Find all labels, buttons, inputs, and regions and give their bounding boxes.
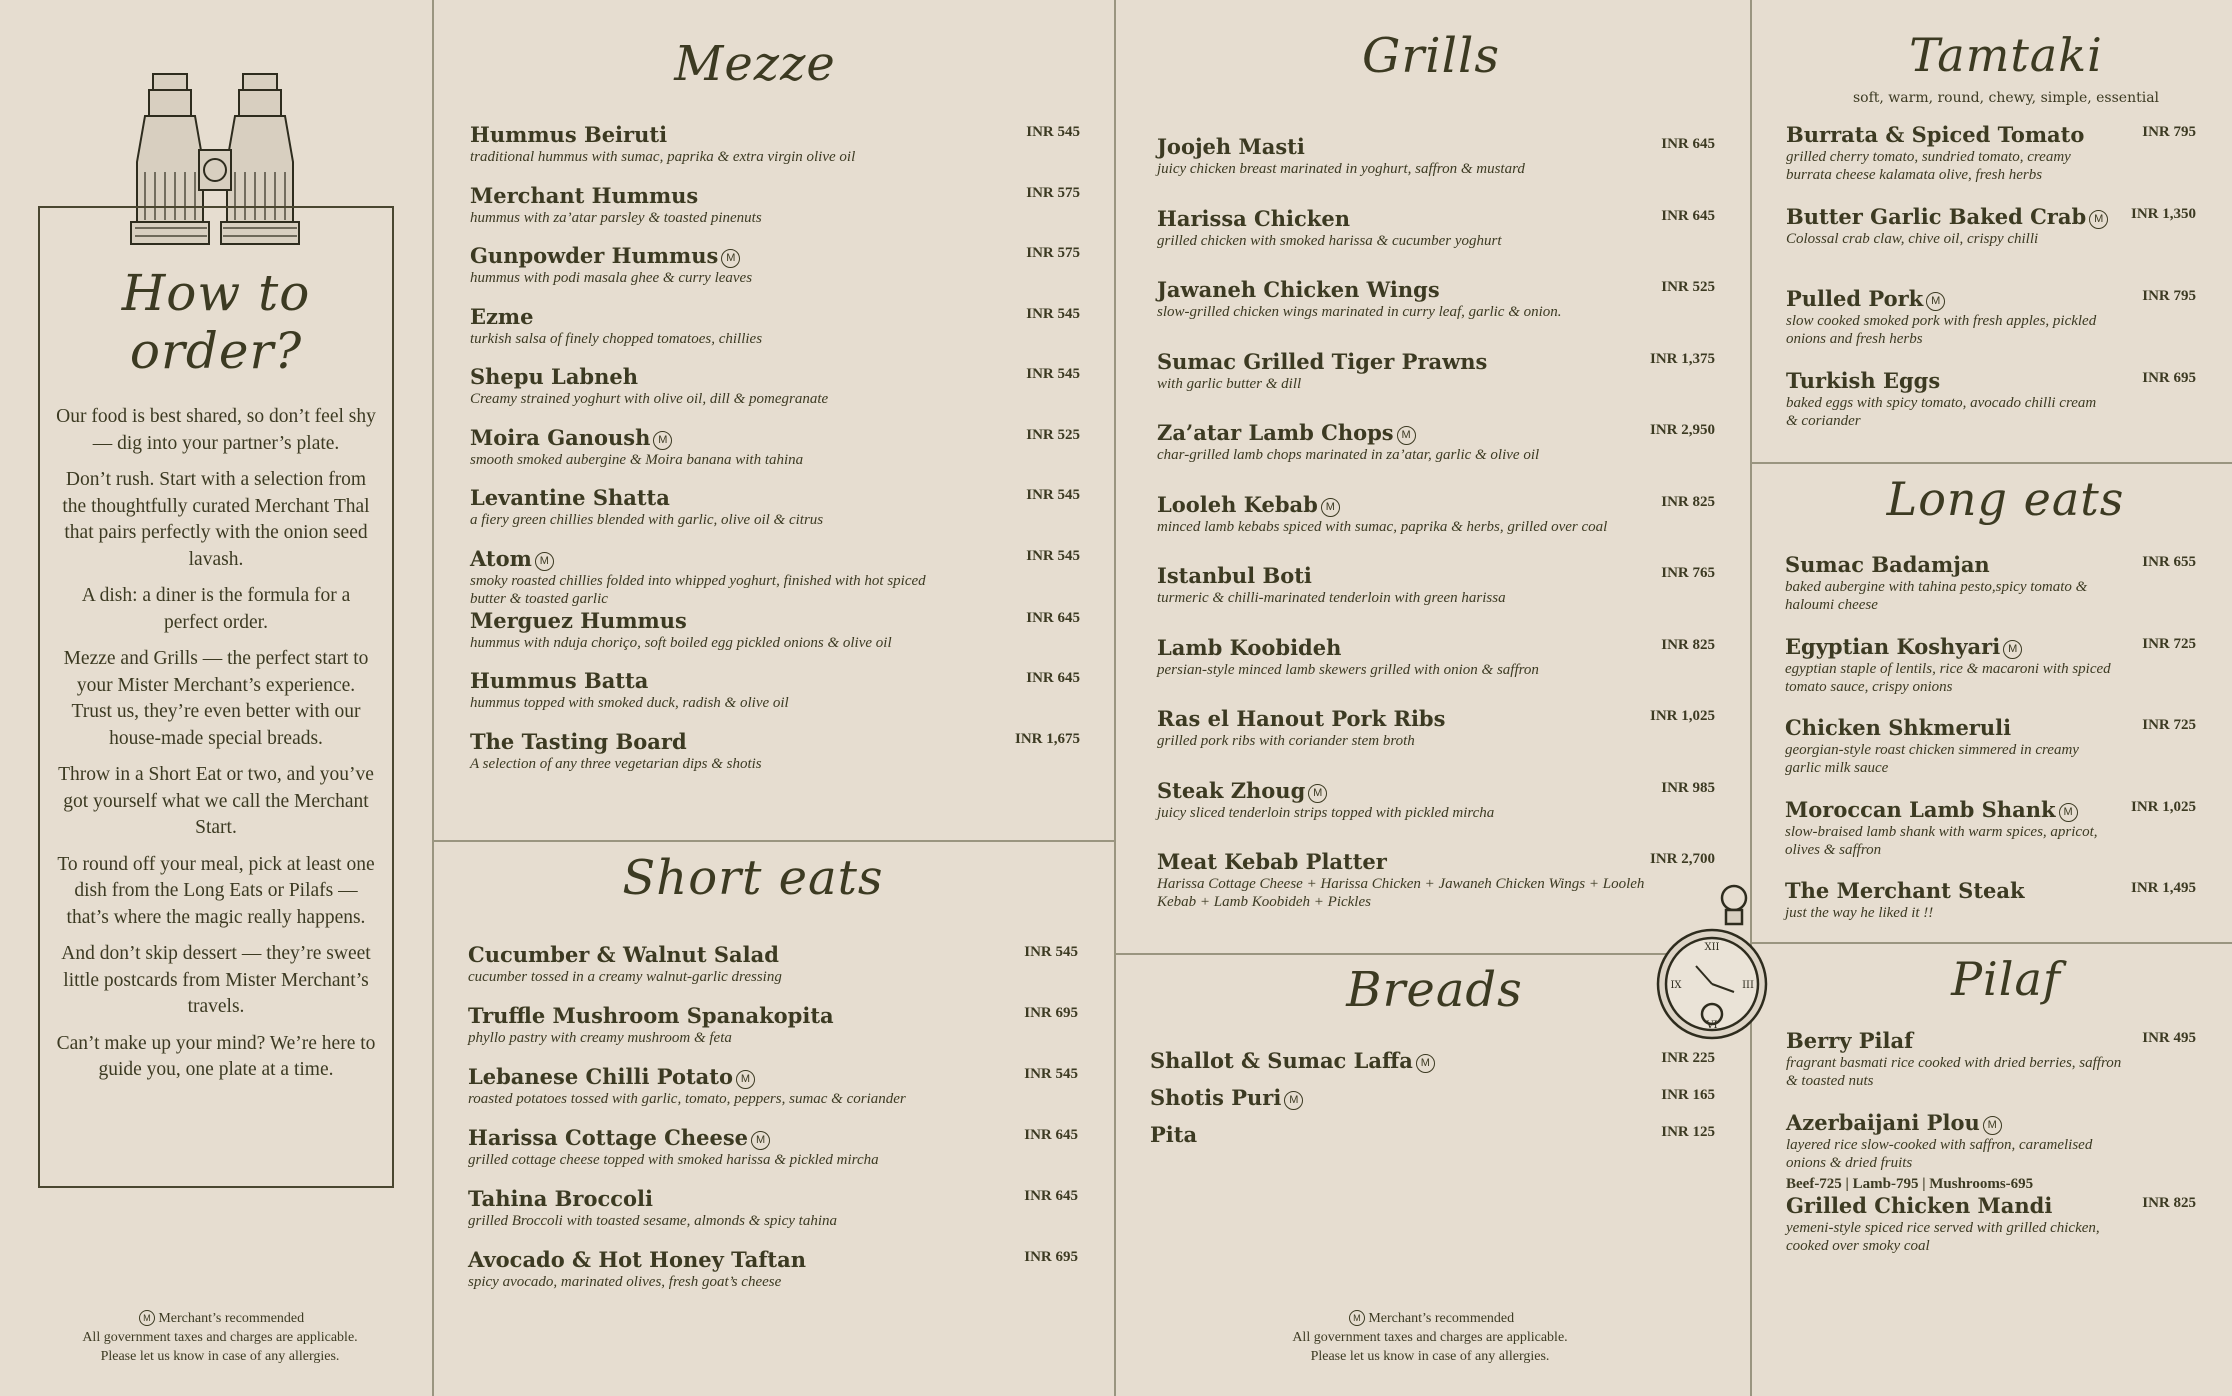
menu-item	[1785, 634, 2196, 716]
menu-item-name	[1157, 492, 1715, 518]
menu-item-description: slow-braised lamb shank with warm spices, apricot, olives & saffron	[1785, 823, 2098, 858]
menu-item	[1157, 563, 1715, 635]
menu-item-description: spicy avocado, marinated olives, fresh goat’s cheese	[468, 1274, 782, 1290]
menu-item-name	[1157, 563, 1715, 589]
menu-item-name-text: Burrata & Spiced Tomato	[1786, 122, 2085, 147]
menu-item-description: hummus topped with smoked duck, radish & olive oil	[470, 695, 789, 711]
menu-item-description: yemeni-style spiced rice served with grilled chicken, cooked over smoky coal	[1786, 1220, 2100, 1254]
menu-item-name-text: Joojeh Masti	[1157, 134, 1305, 159]
menu-item	[470, 243, 1080, 304]
menu-item-name	[468, 1186, 1078, 1212]
menu-item	[470, 304, 1080, 365]
menu-item	[468, 1186, 1078, 1247]
menu-item	[1150, 1048, 1715, 1085]
pocket-watch-illustration	[1656, 880, 1776, 1050]
menu-item-price: INR 695	[2142, 370, 2196, 386]
menu-item-name-text: Lamb Koobideh	[1157, 634, 1342, 660]
tamtaki-subtitle: soft, warm, round, chewy, simple, essential	[1852, 90, 2160, 106]
short-eats-section	[468, 850, 1078, 1308]
menu-item-price: INR 545	[1026, 547, 1080, 564]
menu-item-name-text: Avocado & Hot Honey Taftan	[468, 1247, 806, 1272]
order-paragraph: Can’t make up your mind? We’re here to guide you, one plate at a time.	[56, 1032, 376, 1080]
menu-item-name	[470, 364, 1080, 390]
menu-item-price: INR 1,375	[1649, 350, 1715, 367]
recommended-icon: M	[721, 249, 740, 268]
menu-item-name	[1785, 715, 2196, 741]
menu-item-name-text: Hummus Beiruti	[470, 122, 668, 147]
menu-item-price: INR 645	[1026, 609, 1080, 626]
taxes-note: All government taxes and charges are applicable.	[82, 1330, 358, 1345]
menu-item	[468, 942, 1078, 1003]
menu-item-name	[470, 668, 1080, 694]
menu-item-name-text: Grilled Chicken Mandi	[1786, 1193, 2053, 1218]
menu-item-name-text: Harissa Cottage Cheese	[468, 1125, 749, 1150]
menu-item-price: INR 545	[1026, 305, 1080, 322]
menu-item-name-text: Jawaneh Chicken Wings	[1157, 277, 1440, 302]
menu-item-name-text: Lebanese Chilli Potato	[468, 1064, 733, 1089]
recommended-icon: M	[1397, 426, 1416, 445]
menu-item-price: INR 645	[1024, 1188, 1078, 1204]
menu-item-price: INR 165	[1661, 1087, 1715, 1103]
menu-item-price: INR 985	[1661, 779, 1715, 796]
menu-item-price: INR 545	[1026, 487, 1080, 503]
menu-item-description: roasted potatoes tossed with garlic, tomato, peppers, sumac & coriander	[468, 1091, 906, 1107]
svg-text:XII: XII	[1704, 942, 1720, 953]
recommended-icon: M	[2059, 803, 2078, 822]
menu-item-name-text: Berry Pilaf	[1786, 1028, 1914, 1053]
menu-item-price: INR 545	[1024, 944, 1078, 960]
menu-item-price: INR 545	[1026, 124, 1080, 140]
tamtaki-list	[1786, 122, 2196, 450]
menu-item-description: grilled cottage cheese topped with smoked harissa & pickled mircha	[468, 1152, 879, 1168]
menu-item-name	[1150, 1048, 1715, 1074]
menu-item-name	[468, 1003, 1078, 1029]
recommended-icon: M	[736, 1070, 755, 1089]
menu-item-description: just the way he liked it !!	[1785, 905, 1934, 921]
menu-item-price: INR 645	[1661, 207, 1715, 224]
menu-item-name-text: Sumac Grilled Tiger Prawns	[1157, 348, 1488, 374]
menu-item-description: hummus with nduja choriço, soft boiled egg pickled onions & olive oil	[470, 634, 892, 651]
how-to-order-title: How to order?	[121, 264, 311, 380]
menu-item-description: baked aubergine with tahina pesto,spicy tomato & haloumi cheese	[1785, 579, 2088, 613]
menu-item	[1150, 1122, 1715, 1159]
allergy-note: Please let us know in case of any allergies.	[1310, 1349, 1550, 1364]
menu-item	[1786, 1110, 2196, 1193]
mezze-title: Mezze	[674, 36, 836, 92]
menu-item	[468, 1125, 1078, 1186]
menu-item-name-text: Harissa Chicken	[1157, 205, 1350, 231]
menu-item	[1157, 349, 1715, 421]
menu-item-price: INR 725	[2142, 717, 2196, 733]
tamtaki-title: Tamtaki	[1909, 28, 2103, 82]
menu-item-description: a fiery green chillies blended with garlic, olive oil & citrus	[470, 512, 824, 528]
menu-item-description: baked eggs with spicy tomato, avocado chilli cream & coriander	[1786, 395, 2097, 429]
pilaf-title: Pilaf	[1951, 952, 2061, 1006]
order-paragraph: Mezze and Grills — the perfect start to your Mister Merchant’s experience. Trust us, they’re even better with our house-made special breads.	[63, 648, 369, 749]
menu-item-price: INR 825	[2142, 1195, 2196, 1211]
menu-item-description: grilled cherry tomato, sundried tomato, creamy burrata cheese kalamata olive, fresh herbs	[1786, 149, 2071, 183]
menu-item-name-text: Merguez Hummus	[470, 607, 687, 633]
menu-item	[1786, 204, 2196, 286]
menu-item-price: INR 765	[1661, 565, 1715, 581]
menu-item	[468, 1003, 1078, 1064]
menu-item-name	[1785, 552, 2196, 578]
menu-item-price: INR 125	[1661, 1124, 1715, 1140]
menu-item-price: INR 1,350	[2130, 206, 2196, 222]
menu-item	[1157, 706, 1715, 778]
menu-item	[468, 1247, 1078, 1308]
menu-item-name-text: Merchant Hummus	[470, 182, 699, 208]
menu-item-description: juicy chicken breast marinated in yoghurt, saffron & mustard	[1157, 161, 1525, 177]
recommended-icon: M	[751, 1131, 770, 1150]
menu-item-name-text: Gunpowder Hummus	[470, 243, 719, 268]
menu-item-name	[1786, 1110, 2196, 1136]
order-paragraph: Our food is best shared, so don’t feel shy — dig into your partner’s plate.	[56, 406, 376, 454]
menu-item-name	[1157, 277, 1715, 303]
menu-item-name-text: The Merchant Steak	[1785, 878, 2025, 903]
menu-item-name	[470, 729, 1080, 755]
menu-item-name	[470, 122, 1080, 148]
recommended-label: Merchant’s recommended	[1368, 1311, 1515, 1326]
menu-item-name-text: Pita	[1150, 1122, 1198, 1147]
menu-item-name-text: Ras el Hanout Pork Ribs	[1157, 706, 1446, 731]
menu-item	[1785, 797, 2196, 879]
menu-item-name-text: Meat Kebab Platter	[1157, 849, 1387, 874]
menu-item-name	[1157, 849, 1715, 875]
recommended-icon: M	[1416, 1054, 1435, 1073]
menu-item-name	[1157, 206, 1715, 232]
mezze-list	[470, 122, 1080, 789]
menu-item-description: traditional hummus with sumac, paprika & extra virgin olive oil	[470, 149, 856, 165]
menu-item-description: smooth smoked aubergine & Moira banana with tahina	[470, 451, 804, 468]
menu-item-price: INR 655	[2142, 554, 2196, 570]
menu-item-description: grilled pork ribs with coriander stem broth	[1157, 733, 1415, 749]
menu-item-name-text: Ezme	[470, 303, 534, 329]
grills-list	[1157, 134, 1715, 921]
menu-item-price: INR 225	[1661, 1050, 1715, 1066]
menu-item-name-text: Turkish Eggs	[1786, 368, 1941, 393]
menu-item-description: turkish salsa of finely chopped tomatoes, chillies	[470, 330, 763, 347]
section-divider	[1114, 953, 1750, 955]
menu-item-name-text: Chicken Shkmeruli	[1785, 715, 2012, 740]
recommended-label: Merchant’s recommended	[158, 1311, 305, 1326]
order-paragraph: Throw in a Short Eat or two, and you’ve got yourself what we call the Merchant Start.	[58, 764, 374, 838]
column-divider	[432, 0, 434, 1396]
menu-item-name-text: Shallot & Sumac Laffa	[1150, 1048, 1413, 1073]
menu-item-price: INR 525	[1661, 279, 1715, 295]
menu-item-name-text: Za’atar Lamb Chops	[1157, 420, 1394, 445]
menu-item	[1157, 134, 1715, 206]
menu-item-name	[470, 608, 1080, 634]
menu-item	[1157, 492, 1715, 564]
footnote-center	[1230, 1309, 1630, 1366]
menu-item-description: hummus with za’atar parsley & toasted pinenuts	[470, 209, 762, 226]
menu-item-name-text: Shotis Puri	[1150, 1085, 1282, 1110]
menu-item-name	[1785, 634, 2196, 660]
menu-item-description: Harissa Cottage Cheese + Harissa Chicken + Jawaneh Chicken Wings + Looleh Kebab + Lamb Koobideh + Pickles	[1157, 876, 1645, 910]
mezze-section	[470, 36, 1080, 789]
menu-item	[470, 183, 1080, 244]
menu-item-name	[1786, 122, 2196, 148]
recommended-icon: M	[1349, 1310, 1365, 1326]
menu-item-price: INR 825	[1661, 493, 1715, 510]
menu-item-price: INR 575	[1026, 184, 1080, 201]
menu-item-price: INR 545	[1026, 366, 1080, 382]
menu-item-name-text: The Tasting Board	[470, 728, 687, 754]
menu-item	[1786, 122, 2196, 204]
menu-item-name	[1786, 286, 2196, 312]
menu-item-description: slow cooked smoked pork with fresh apples, pickled onions and fresh herbs	[1786, 313, 2097, 347]
menu-item-price: INR 725	[2142, 635, 2196, 652]
menu-item	[1157, 206, 1715, 278]
menu-item-price: INR 1,025	[2130, 798, 2196, 815]
menu-item-description: egyptian staple of lentils, rice & macaroni with spiced tomato sauce, crispy onions	[1785, 660, 2111, 695]
menu-item-price: INR 2,950	[1649, 422, 1715, 438]
recommended-icon: M	[1926, 292, 1945, 311]
menu-item-variants: Beef-725 | Lamb-795 | Mushrooms-695	[1786, 1176, 2034, 1192]
menu-item-name	[470, 425, 1080, 451]
menu-item-description: slow-grilled chicken wings marinated in curry leaf, garlic & onion.	[1157, 304, 1562, 320]
recommended-icon: M	[139, 1310, 155, 1326]
menu-item	[470, 608, 1080, 669]
menu-item	[1157, 277, 1715, 349]
menu-item-price: INR 525	[1026, 426, 1080, 443]
menu-item-description: smoky roasted chillies folded into whipped yoghurt, finished with hot spiced butter & toasted garlic	[470, 572, 926, 607]
section-divider	[1750, 462, 2232, 464]
menu-item-price: INR 645	[1661, 136, 1715, 152]
grills-title: Grills	[1362, 28, 1500, 84]
menu-item-name	[1786, 1028, 2196, 1054]
menu-item-description: georgian-style roast chicken simmered in creamy garlic milk sauce	[1785, 742, 2079, 776]
menu-item-name	[1157, 349, 1715, 375]
menu-item-name-text: Sumac Badamjan	[1785, 552, 1990, 577]
menu-item-name	[1157, 420, 1715, 446]
menu-item-name	[1786, 1193, 2196, 1219]
menu-item	[470, 364, 1080, 425]
menu-item	[468, 1064, 1078, 1125]
menu-item-name	[1157, 706, 1715, 732]
menu-item-name-text: Cucumber & Walnut Salad	[468, 942, 779, 967]
order-paragraph: And don’t skip dessert — they’re sweet little postcards from Mister Merchant’s travels.	[61, 943, 371, 1017]
menu-item-name	[470, 546, 1080, 572]
breads-section	[1150, 962, 1718, 1159]
menu-item-price: INR 795	[2142, 288, 2196, 304]
menu-item-name	[468, 1064, 1078, 1090]
menu-item-name-text: Istanbul Boti	[1157, 563, 1312, 588]
menu-item-name-text: Levantine Shatta	[470, 485, 670, 510]
menu-item	[1786, 1028, 2196, 1110]
order-paragraph: Don’t rush. Start with a selection from the thoughtfully curated Merchant Thal that pairs perfectly with the onion seed lavash.	[62, 469, 370, 570]
recommended-icon: M	[535, 552, 554, 571]
menu-item-description: turmeric & chilli-marinated tenderloin with green harissa	[1157, 590, 1506, 606]
menu-item-price: INR 545	[1024, 1066, 1078, 1082]
menu-item-description: juicy sliced tenderloin strips topped with pickled mircha	[1157, 804, 1495, 821]
menu-item-description: with garlic butter & dill	[1157, 375, 1302, 392]
long-eats-section	[1785, 472, 2196, 960]
menu-item	[470, 668, 1080, 729]
menu-item-name	[1157, 134, 1715, 160]
tamtaki-section	[1786, 28, 2196, 450]
order-paragraph: To round off your meal, pick at least one dish from the Long Eats or Pilafs — that’s where the magic really happens.	[57, 853, 375, 928]
menu-item	[470, 425, 1080, 486]
menu-item	[1786, 286, 2196, 368]
menu-item-price: INR 695	[1024, 1005, 1078, 1021]
svg-text:III: III	[1742, 980, 1754, 991]
menu-item-name-text: Egyptian Koshyari	[1785, 633, 2001, 659]
recommended-icon: M	[1308, 784, 1327, 803]
menu-item-description: minced lamb kebabs spiced with sumac, paprika & herbs, grilled over coal	[1157, 518, 1608, 535]
menu-item-description: A selection of any three vegetarian dips & shotis	[470, 755, 762, 772]
menu-item	[1150, 1085, 1715, 1122]
recommended-icon: M	[1983, 1116, 2002, 1135]
recommended-icon: M	[1321, 498, 1340, 517]
menu-item	[470, 122, 1080, 183]
menu-item-price: INR 1,675	[1014, 730, 1080, 747]
menu-item-description: hummus with podi masala ghee & curry leaves	[470, 270, 753, 286]
recommended-icon: M	[653, 431, 672, 450]
svg-text:VI: VI	[1706, 1020, 1718, 1031]
menu-item-price: INR 795	[2142, 124, 2196, 140]
menu-item-description: persian-style minced lamb skewers grilled with onion & saffron	[1157, 661, 1539, 678]
grills-section	[1157, 28, 1715, 921]
menu-item-price: INR 695	[1024, 1249, 1078, 1265]
menu-item-price: INR 1,495	[2130, 880, 2196, 896]
menu-item-name-text: Azerbaijani Plou	[1786, 1110, 1980, 1135]
menu-item-price: INR 575	[1026, 245, 1080, 261]
menu-item-name	[1150, 1085, 1715, 1111]
menu-item-name-text: Shepu Labneh	[470, 364, 639, 389]
menu-item-name	[1157, 778, 1715, 804]
allergy-note: Please let us know in case of any allergies.	[100, 1349, 340, 1364]
menu-item-name	[468, 942, 1078, 968]
menu-item-name	[470, 183, 1080, 209]
pilaf-list	[1786, 1028, 2196, 1275]
menu-item-name	[468, 1125, 1078, 1151]
menu-item-description: cucumber tossed in a creamy walnut-garlic dressing	[468, 969, 782, 985]
menu-item-description: Creamy strained yoghurt with olive oil, dill & pomegranate	[470, 391, 829, 407]
menu-item-description: phyllo pastry with creamy mushroom & feta	[468, 1030, 732, 1046]
menu-item	[470, 729, 1080, 790]
menu-item-price: INR 645	[1024, 1127, 1078, 1143]
taxes-note: All government taxes and charges are applicable.	[1292, 1330, 1568, 1345]
menu-item-name-text: Steak Zhoug	[1157, 777, 1306, 803]
menu-item	[1157, 635, 1715, 707]
menu-item	[1786, 368, 2196, 450]
menu-item-name	[1150, 1122, 1715, 1148]
recommended-icon: M	[1284, 1091, 1303, 1110]
column-divider	[1750, 0, 1752, 1396]
menu-item-price: INR 495	[2142, 1030, 2196, 1046]
menu-item-name	[1157, 635, 1715, 661]
menu-item-name	[470, 304, 1080, 330]
menu-item-name-text: Hummus Batta	[470, 668, 649, 693]
menu-item-name-text: Pulled Pork	[1786, 286, 1924, 311]
how-to-order-box	[38, 206, 394, 1188]
menu-item-name-text: Moira Ganoush	[470, 424, 651, 450]
short-eats-title: Short eats	[622, 850, 884, 906]
menu-item	[1785, 715, 2196, 797]
breads-title: Breads	[1346, 962, 1523, 1018]
menu-item-name	[468, 1247, 1078, 1273]
menu-item	[1785, 552, 2196, 634]
menu-item-name-text: Truffle Mushroom Spanakopita	[468, 1003, 834, 1028]
long-eats-title: Long eats	[1886, 472, 2125, 526]
menu-item-name-text: Tahina Broccoli	[468, 1186, 654, 1211]
menu-item-description: char-grilled lamb chops marinated in za’atar, garlic & olive oil	[1157, 447, 1540, 463]
menu-item-name	[1786, 368, 2196, 394]
long-eats-list	[1785, 552, 2196, 960]
menu-item-price: INR 645	[1026, 670, 1080, 686]
menu-item-name-text: Looleh Kebab	[1157, 491, 1318, 517]
menu-item	[1157, 849, 1715, 921]
menu-item-name	[470, 485, 1080, 511]
menu-item-description: fragrant basmati rice cooked with dried berries, saffron & toasted nuts	[1786, 1055, 2122, 1089]
recommended-icon: M	[2089, 210, 2108, 229]
menu-item-price: INR 2,700	[1649, 851, 1715, 867]
recommended-icon: M	[2003, 640, 2022, 659]
menu-item-name-text: Atom	[470, 545, 532, 571]
menu-item	[470, 485, 1080, 546]
menu-item-price: INR 1,025	[1649, 708, 1715, 724]
pilaf-section	[1786, 952, 2196, 1275]
menu-item-description: Colossal crab claw, chive oil, crispy chilli	[1786, 231, 2039, 247]
footnote-left	[20, 1309, 420, 1366]
menu-item-name	[470, 243, 1080, 269]
section-divider	[432, 840, 1114, 842]
menu-item	[1157, 420, 1715, 492]
menu-item	[1157, 778, 1715, 850]
breads-list	[1150, 1048, 1715, 1159]
menu-item-description: layered rice slow-cooked with saffron, caramelised onions & dried fruits	[1786, 1137, 2093, 1171]
menu-item	[470, 546, 1080, 608]
order-paragraph: A dish: a diner is the formula for a perfect order.	[81, 585, 351, 633]
menu-item	[1786, 1193, 2196, 1275]
svg-text:IX: IX	[1670, 980, 1682, 991]
menu-item-price: INR 825	[1661, 636, 1715, 653]
menu-item	[1785, 878, 2196, 960]
menu-item-description: grilled chicken with smoked harissa & cucumber yoghurt	[1157, 232, 1502, 249]
menu-item-name-text: Moroccan Lamb Shank	[1785, 796, 2056, 822]
short-eats-list	[468, 942, 1078, 1308]
menu-item-description: grilled Broccoli with toasted sesame, almonds & spicy tahina	[468, 1213, 837, 1229]
menu-item-name-text: Butter Garlic Baked Crab	[1786, 204, 2087, 229]
column-divider	[1114, 0, 1116, 1396]
